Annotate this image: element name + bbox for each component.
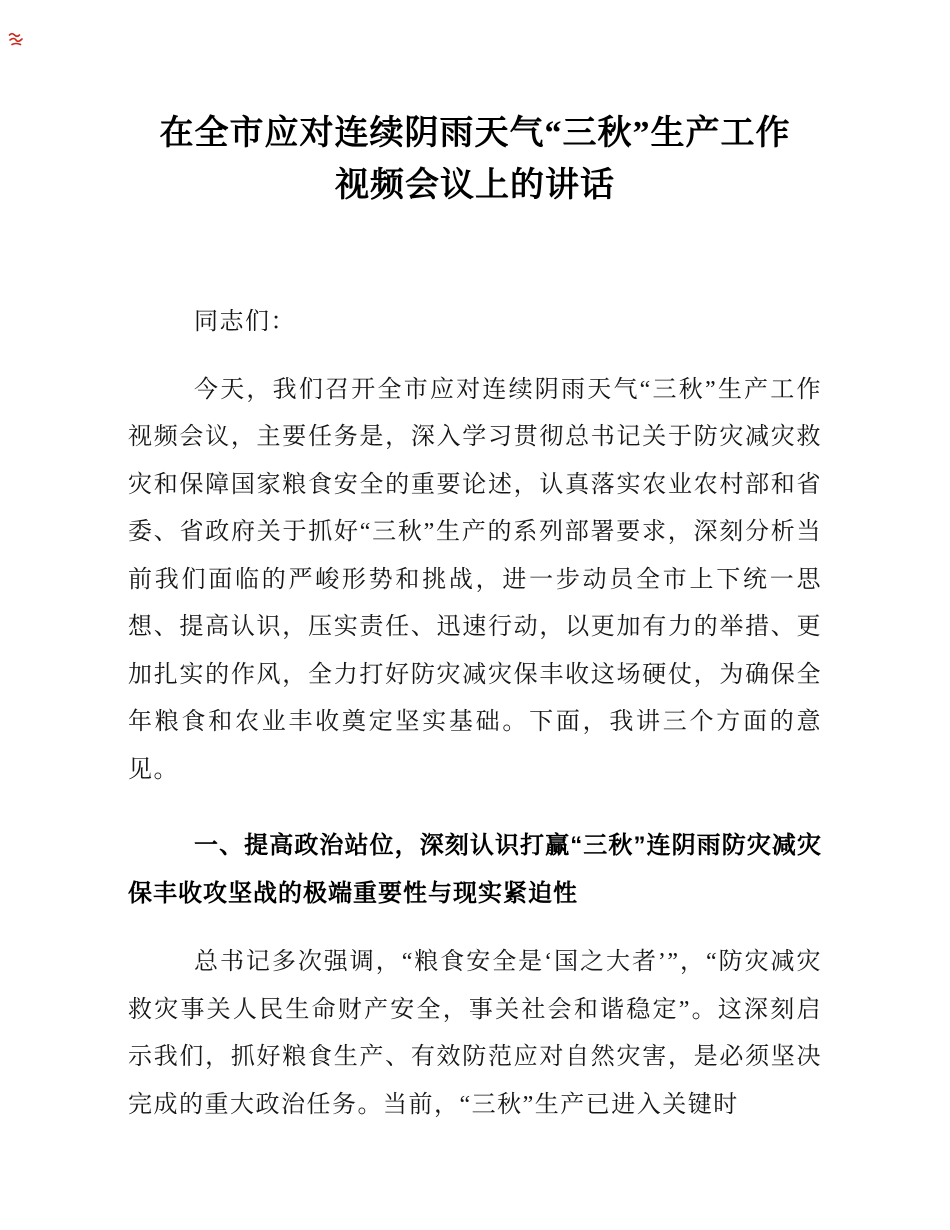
- section-1-paragraph: 总书记多次强调，“粮食安全是‘国之大者’”，“防灾减灾救灾事关人民生命财产安全，事关社会和谐稳定”。这深刻启示我们，抓好粮食生产、有效防范应对自然灾害，是必须坚决完成的重大政治任务。当前，“三秋”生产已进入关键时: [128, 949, 822, 1118]
- section-1-heading: 一、提高政治站位，深刻认识打赢“三秋”连阴雨防灾减灾保丰收攻坚战的极端重要性与现实紧迫性: [128, 832, 822, 907]
- salutation-text: 同志们：: [194, 309, 296, 335]
- opening-paragraph: 今天，我们召开全市应对连续阴雨天气“三秋”生产工作视频会议，主要任务是，深入学习贯彻总书记关于防灾减灾救灾和保障国家粮食安全的重要论述，认真落实农业农村部和省委、省政府关于抓好“三秋”生产的系列部署要求，深刻分析当前我们面临的严峻形势和挑战，进一步动员全市上下统一思想、提高认识，压实责任、迅速行动，以更加有力的举措、更加扎实的作风，全力打好防灾减灾保丰收这场硬仗，为确保全年粮食和农业丰收奠定坚实基础。下面，我讲三个方面的意见。: [128, 376, 822, 783]
- title-line-1: 在全市应对连续阴雨天气“三秋”生产工作: [159, 115, 791, 152]
- red-watermark-icon: [7, 30, 25, 48]
- document-title: [128, 108, 822, 212]
- title-line-2: 视频会议上的讲话: [335, 167, 615, 204]
